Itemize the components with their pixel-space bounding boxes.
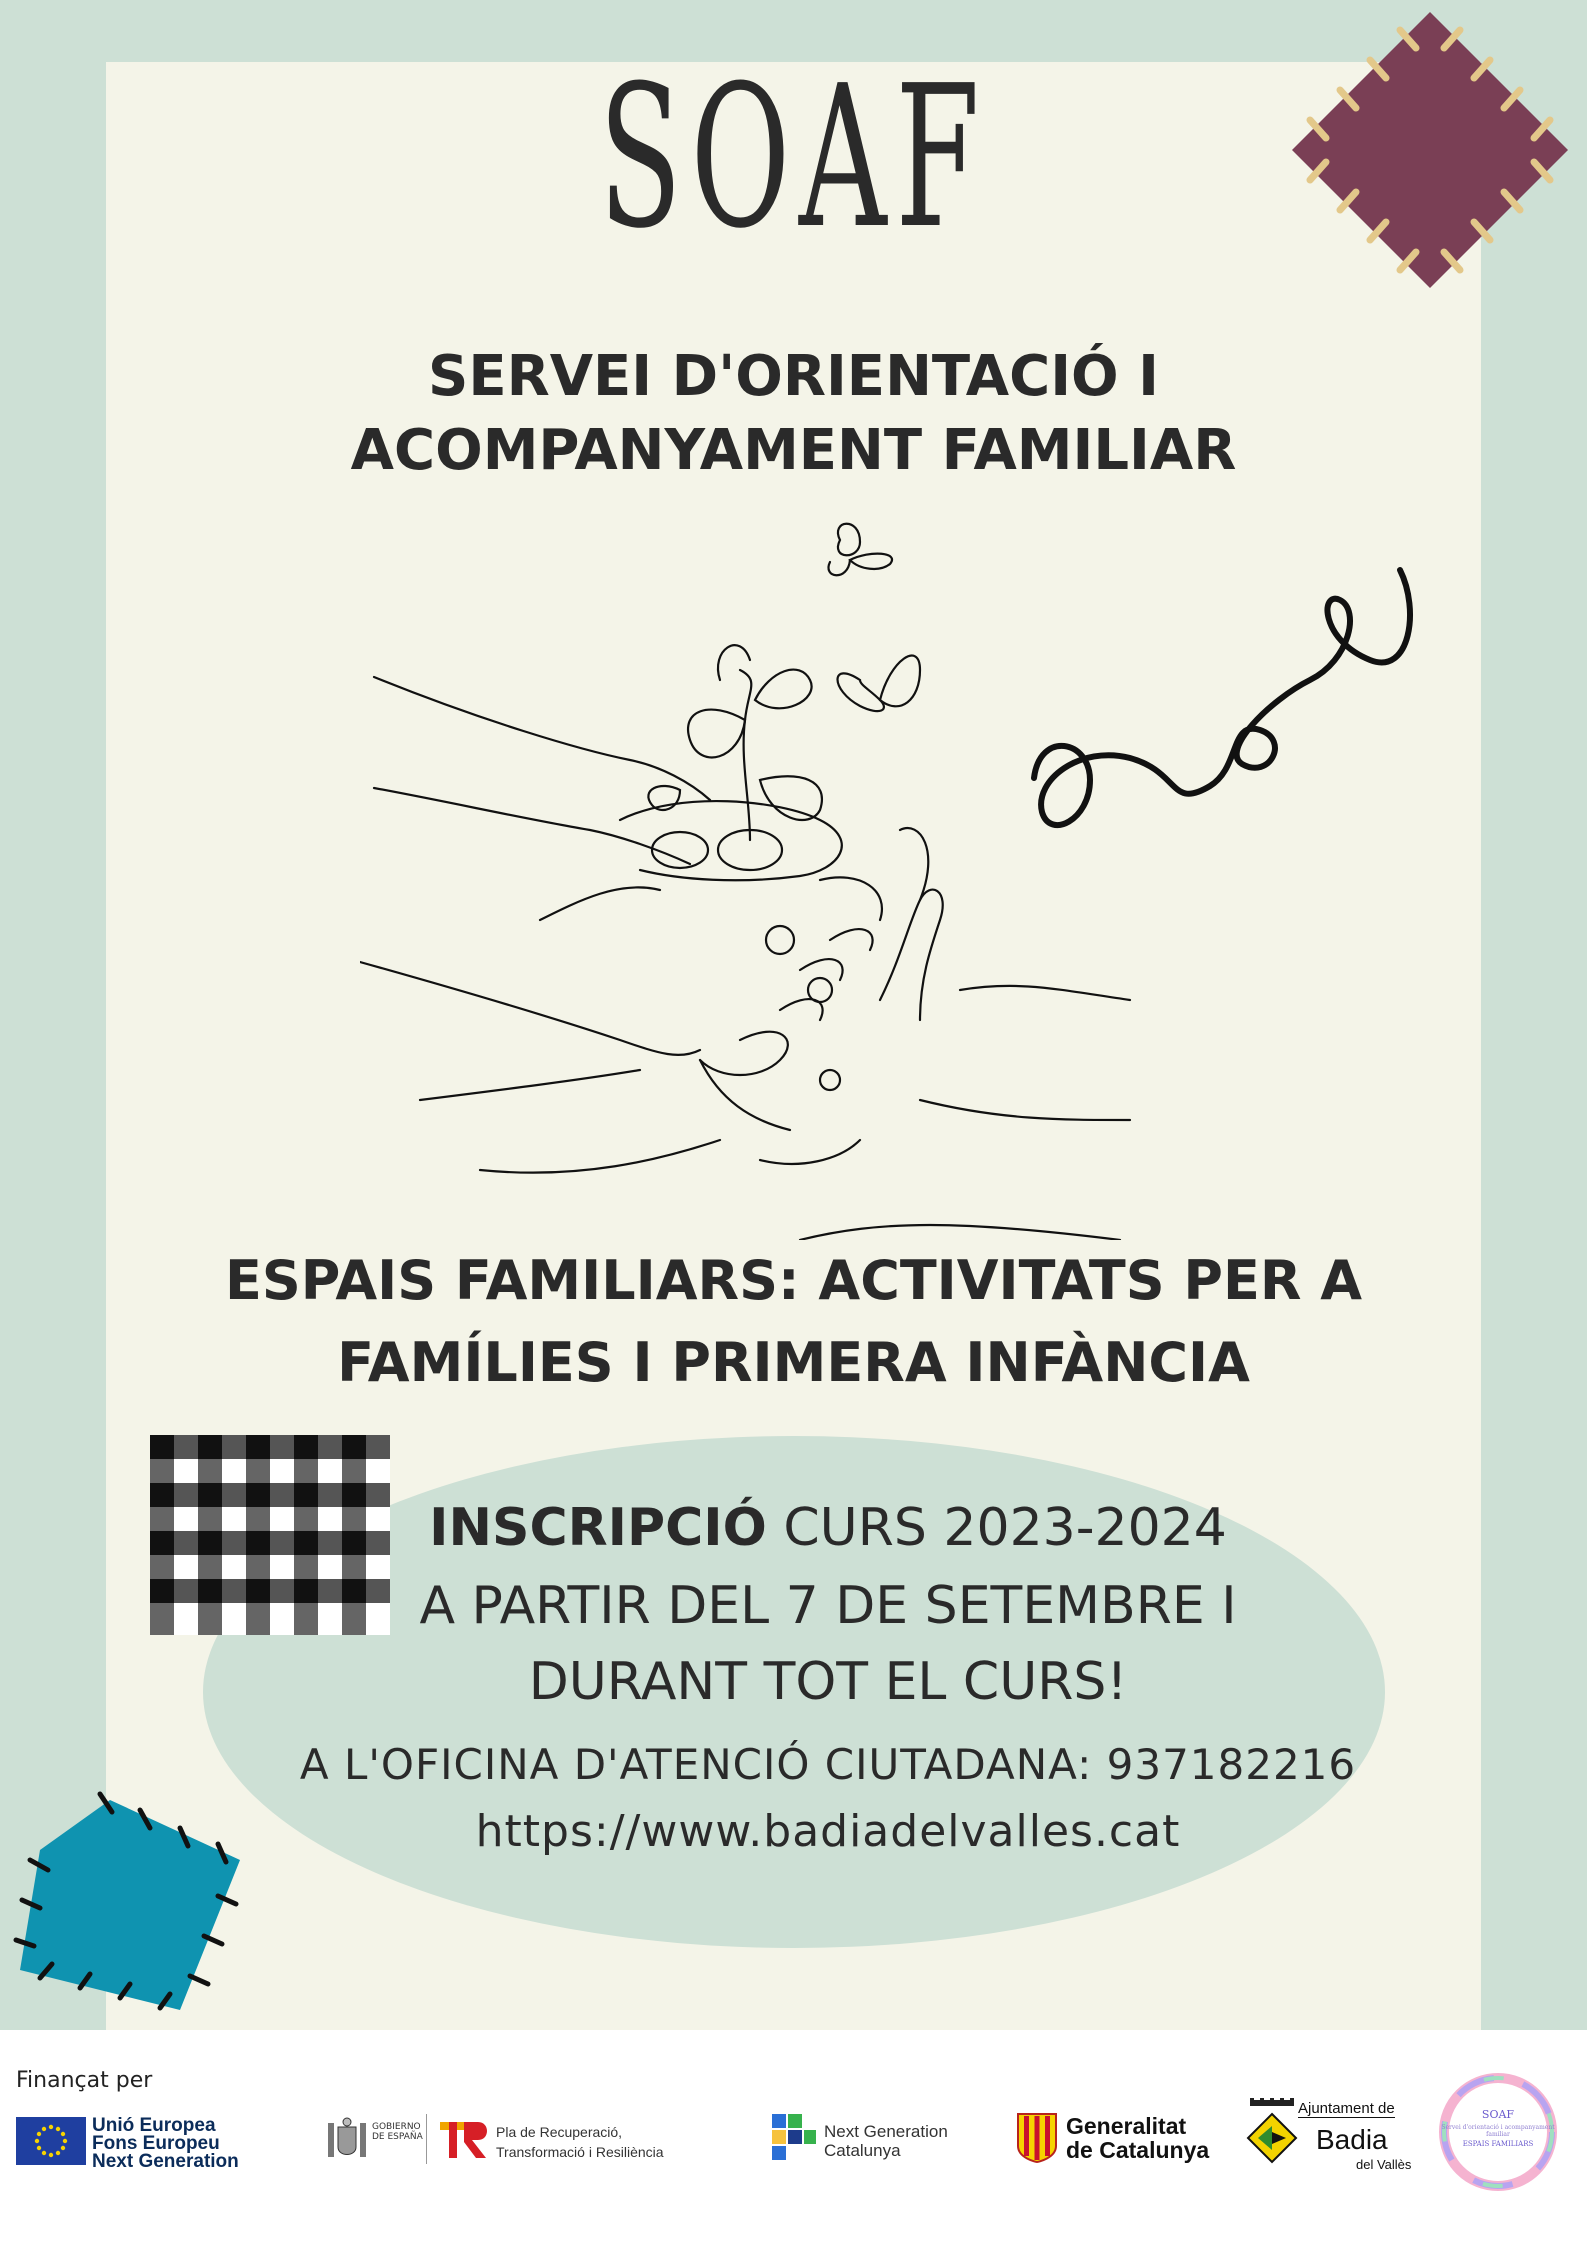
funded-by-label: Finançat per [16,2068,153,2093]
section-heading [0,1240,1587,1404]
hands-plant-illustration [360,520,1220,1240]
poster-subtitle [0,340,1587,488]
del-valles-text: del Vallès [1356,2157,1412,2172]
purple-patch-decoration [1280,0,1580,300]
generalitat-icon [1016,2112,1058,2164]
spain-coat-of-arms-icon [320,2117,380,2163]
registration-from: A PARTIR DEL 7 DE SETEMBRE I [419,1576,1237,1636]
subtitle-line-1: SERVEI D'ORIENTACIÓ I [427,344,1159,409]
section-heading-line-2: FAMÍLIES I PRIMERA INFÀNCIA [337,1331,1250,1394]
gobierno-line-2: DE ESPAÑA [372,2132,423,2142]
registration-url-link[interactable]: https://www.badiadelvalles.cat [475,1806,1181,1857]
logo-separator [426,2114,427,2164]
eu-flag-icon [16,2117,86,2165]
section-heading-line-1: ESPAIS FAMILIARS: ACTIVITATS PER A [224,1249,1363,1312]
gen-line-1: Generalitat [1066,2113,1187,2139]
registration-during: DURANT TOT EL CURS! [528,1652,1128,1712]
registration-office: A L'OFICINA D'ATENCIÓ CIUTADANA: 937182216 [299,1740,1357,1789]
next-generation-catalunya-icon [770,2112,818,2166]
registration-course-text: CURS 2023-2024 [766,1498,1227,1558]
ng-line-1: Next Generation [824,2122,948,2141]
eu-line-2: Fons Europeu [92,2133,220,2154]
eu-line-3: Next Generation [92,2151,239,2172]
butterfly-icon-2 [838,656,921,712]
pla-recuperacio-text [496,2122,664,2162]
pla-line-2: Transformació i Resiliència [496,2144,664,2160]
ng-line-2: Catalunya [824,2141,901,2160]
eu-line-1: Unió Europea [92,2115,216,2136]
badge-subtitle: Servei d'orientació i acompanyament familiar [1441,2124,1555,2138]
subtitle-line-2: ACOMPANYAMENT FAMILIAR [350,418,1237,483]
gobierno-text [372,2122,423,2142]
gobierno-line-1: GOBIERNO [372,2122,421,2132]
registration-course [203,1498,1453,1558]
ajuntament-text: Ajuntament de [1298,2100,1395,2117]
pla-line-1: Pla de Recuperació, [496,2124,623,2140]
badia-shield-icon [1244,2098,1300,2166]
badge-title: SOAF [1481,2108,1515,2121]
tr-logo-icon [436,2114,494,2164]
next-generation-catalunya-text [824,2122,948,2160]
poster-title: SOAF [598,44,989,272]
eu-logo-text [92,2117,239,2171]
badge-espais: ESPAIS FAMILIARS [1462,2140,1534,2148]
generalitat-text [1066,2114,1209,2162]
registration-label: INSCRIPCIÓ [429,1498,767,1558]
butterfly-icon [828,524,892,576]
gen-line-2: de Catalunya [1066,2137,1210,2163]
badia-text: Badia [1316,2124,1388,2155]
